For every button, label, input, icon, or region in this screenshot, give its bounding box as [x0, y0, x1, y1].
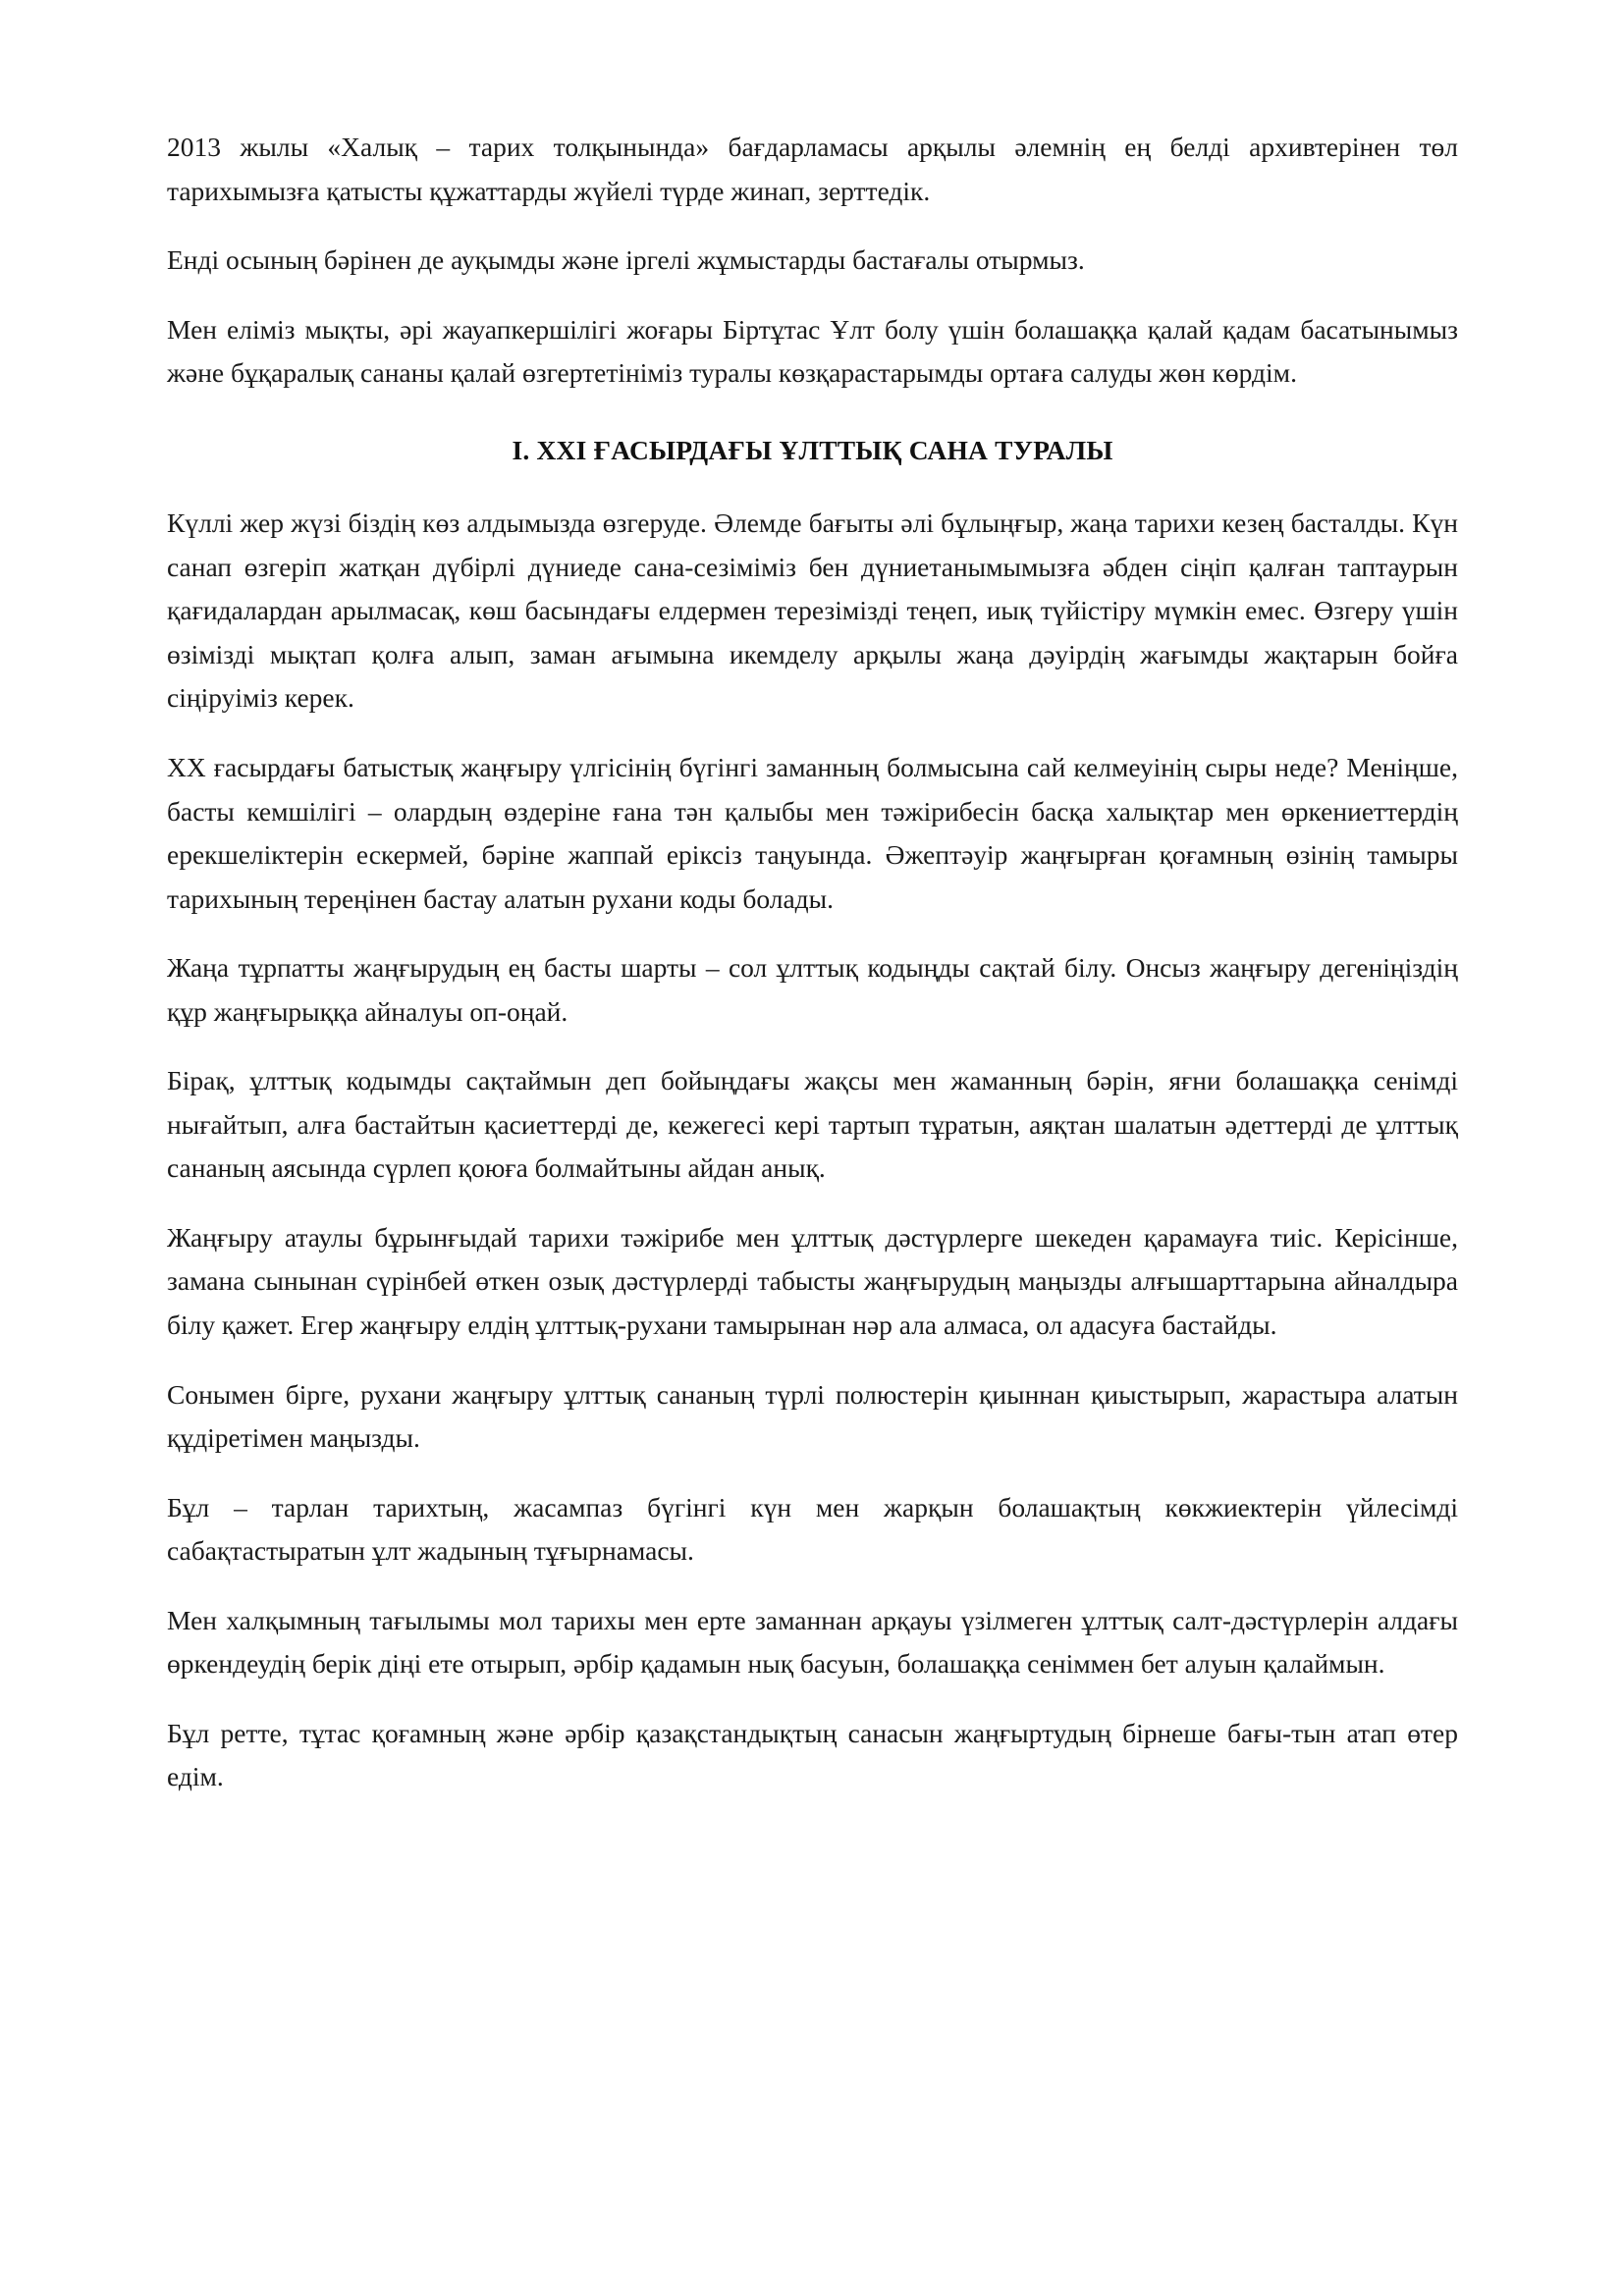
- paragraph: Мен халқымның тағылымы мол тарихы мен ерте заманнан арқауы үзілмеген ұлттық салт-дәстүрлерін алдағы өркендеудің берік діңі ете отырып, әрбір қадамын нық басуын, болашаққа сеніммен бет алуын қалаймын.: [167, 1604, 1458, 1680]
- paragraph: Мен еліміз мықты, әрі жауапкершілігі жоғары Біртұтас Ұлт болу үшін болашаққа қалай қадам басатынымыз және бұқаралық сананы қалай өзгертетініміз туралы көзқарастарымды ортаға салуды жөн көрдім.: [167, 313, 1458, 389]
- paragraph: Жаңғыру атаулы бұрынғыдай тарихи тәжірибе мен ұлттық дәстүрлерге шекеден қарамауға тиіс. Керісінше, замана сынынан сүрінбей өткен озық дәстүрлерді табысты жаңғырудың маңызды алғышарттарына айналдыра білу қажет. Егер жаңғыру елдің ұлттық-рухани тамырынан нәр ала алмаса, ол адасуға бастайды.: [167, 1221, 1458, 1341]
- paragraph: Бұл – тарлан тарихтың, жасампаз бүгінгі күн мен жарқын болашақтың көкжиектерін үйлесімді сабақтастыратын ұлт жадының тұғырнамасы.: [167, 1491, 1458, 1567]
- paragraph: 2013 жылы «Халық – тарих толқынында» бағдарламасы арқылы әлемнің ең белді архивтерінен төл тарихымызға қатысты құжаттарды жүйелі түрде жинап, зерттедік.: [167, 132, 1458, 206]
- document-body: [167, 126, 1458, 1799]
- section-heading: І. XXI ҒАСЫРДАҒЫ ҰЛТТЫҚ САНА ТУРАЛЫ: [512, 434, 1113, 465]
- paragraph: Жаңа тұрпатты жаңғырудың ең басты шарты – сол ұлттық кодыңды сақтай білу. Онсыз жаңғыру дегеніңіздің құр жаңғырыққа айналуы оп-оңай.: [167, 952, 1458, 1027]
- paragraph: ХХ ғасырдағы батыстық жаңғыру үлгісінің бүгінгі заманның болмысына сай келмеуінің сыры неде? Меніңше, басты кемшілігі – олардың өздеріне ғана тән қалыбы мен тәжірибесін басқа халықтар мен өркениеттердің ерекшеліктерін ескермей, бәріне жаппай еріксіз таңуында. Әжептәуір жаңғырған қоғамның өзінің тамыры тарихының тереңінен бастау алатын рухани коды болады.: [167, 752, 1458, 914]
- paragraph: Бұл ретте, тұтас қоғамның және әрбір қазақстандықтың санасын жаңғыртудың бірнеше бағы-тын атап өтер едім.: [167, 1717, 1458, 1792]
- paragraph: Сонымен бірге, рухани жаңғыру ұлттық сананың түрлі полюстерін қиыннан қиыстырып, жарастыра алатын құдіретімен маңызды.: [167, 1378, 1458, 1454]
- paragraph: Бірақ, ұлттық кодымды сақтаймын деп бойыңдағы жақсы мен жаманның бәрін, яғни болашаққа сенімді нығайтып, алға бастайтын қасиеттерді де, кежегесі кері тартып тұратын, аяқтан шалатын әдеттерді де ұлттық сананың аясында сүрлеп қоюға болмайтыны айдан анық.: [167, 1065, 1458, 1184]
- paragraph: Күллі жер жүзі біздің көз алдымызда өзгеруде. Әлемде бағыты әлі бұлыңғыр, жаңа тарихи кезең басталды. Күн санап өзгеріп жатқан дүбірлі дүниеде сана-сезіміміз бен дүниетанымымызға әбден сіңіп қалған таптаурын қағидалардан арылмасақ, көш басындағы елдермен терезімізді теңеп, иық түйістіру мүмкін емес. Өзгеру үшін өзімізді мықтап қолға алып, заман ағымына икемделу арқылы жаңа дәуірдің жағымды жақтарын бойға сіңіруіміз керек.: [167, 507, 1458, 714]
- paragraph: Енді осының бәрінен де ауқымды және іргелі жұмыстарды бастағалы отырмыз.: [167, 244, 1085, 276]
